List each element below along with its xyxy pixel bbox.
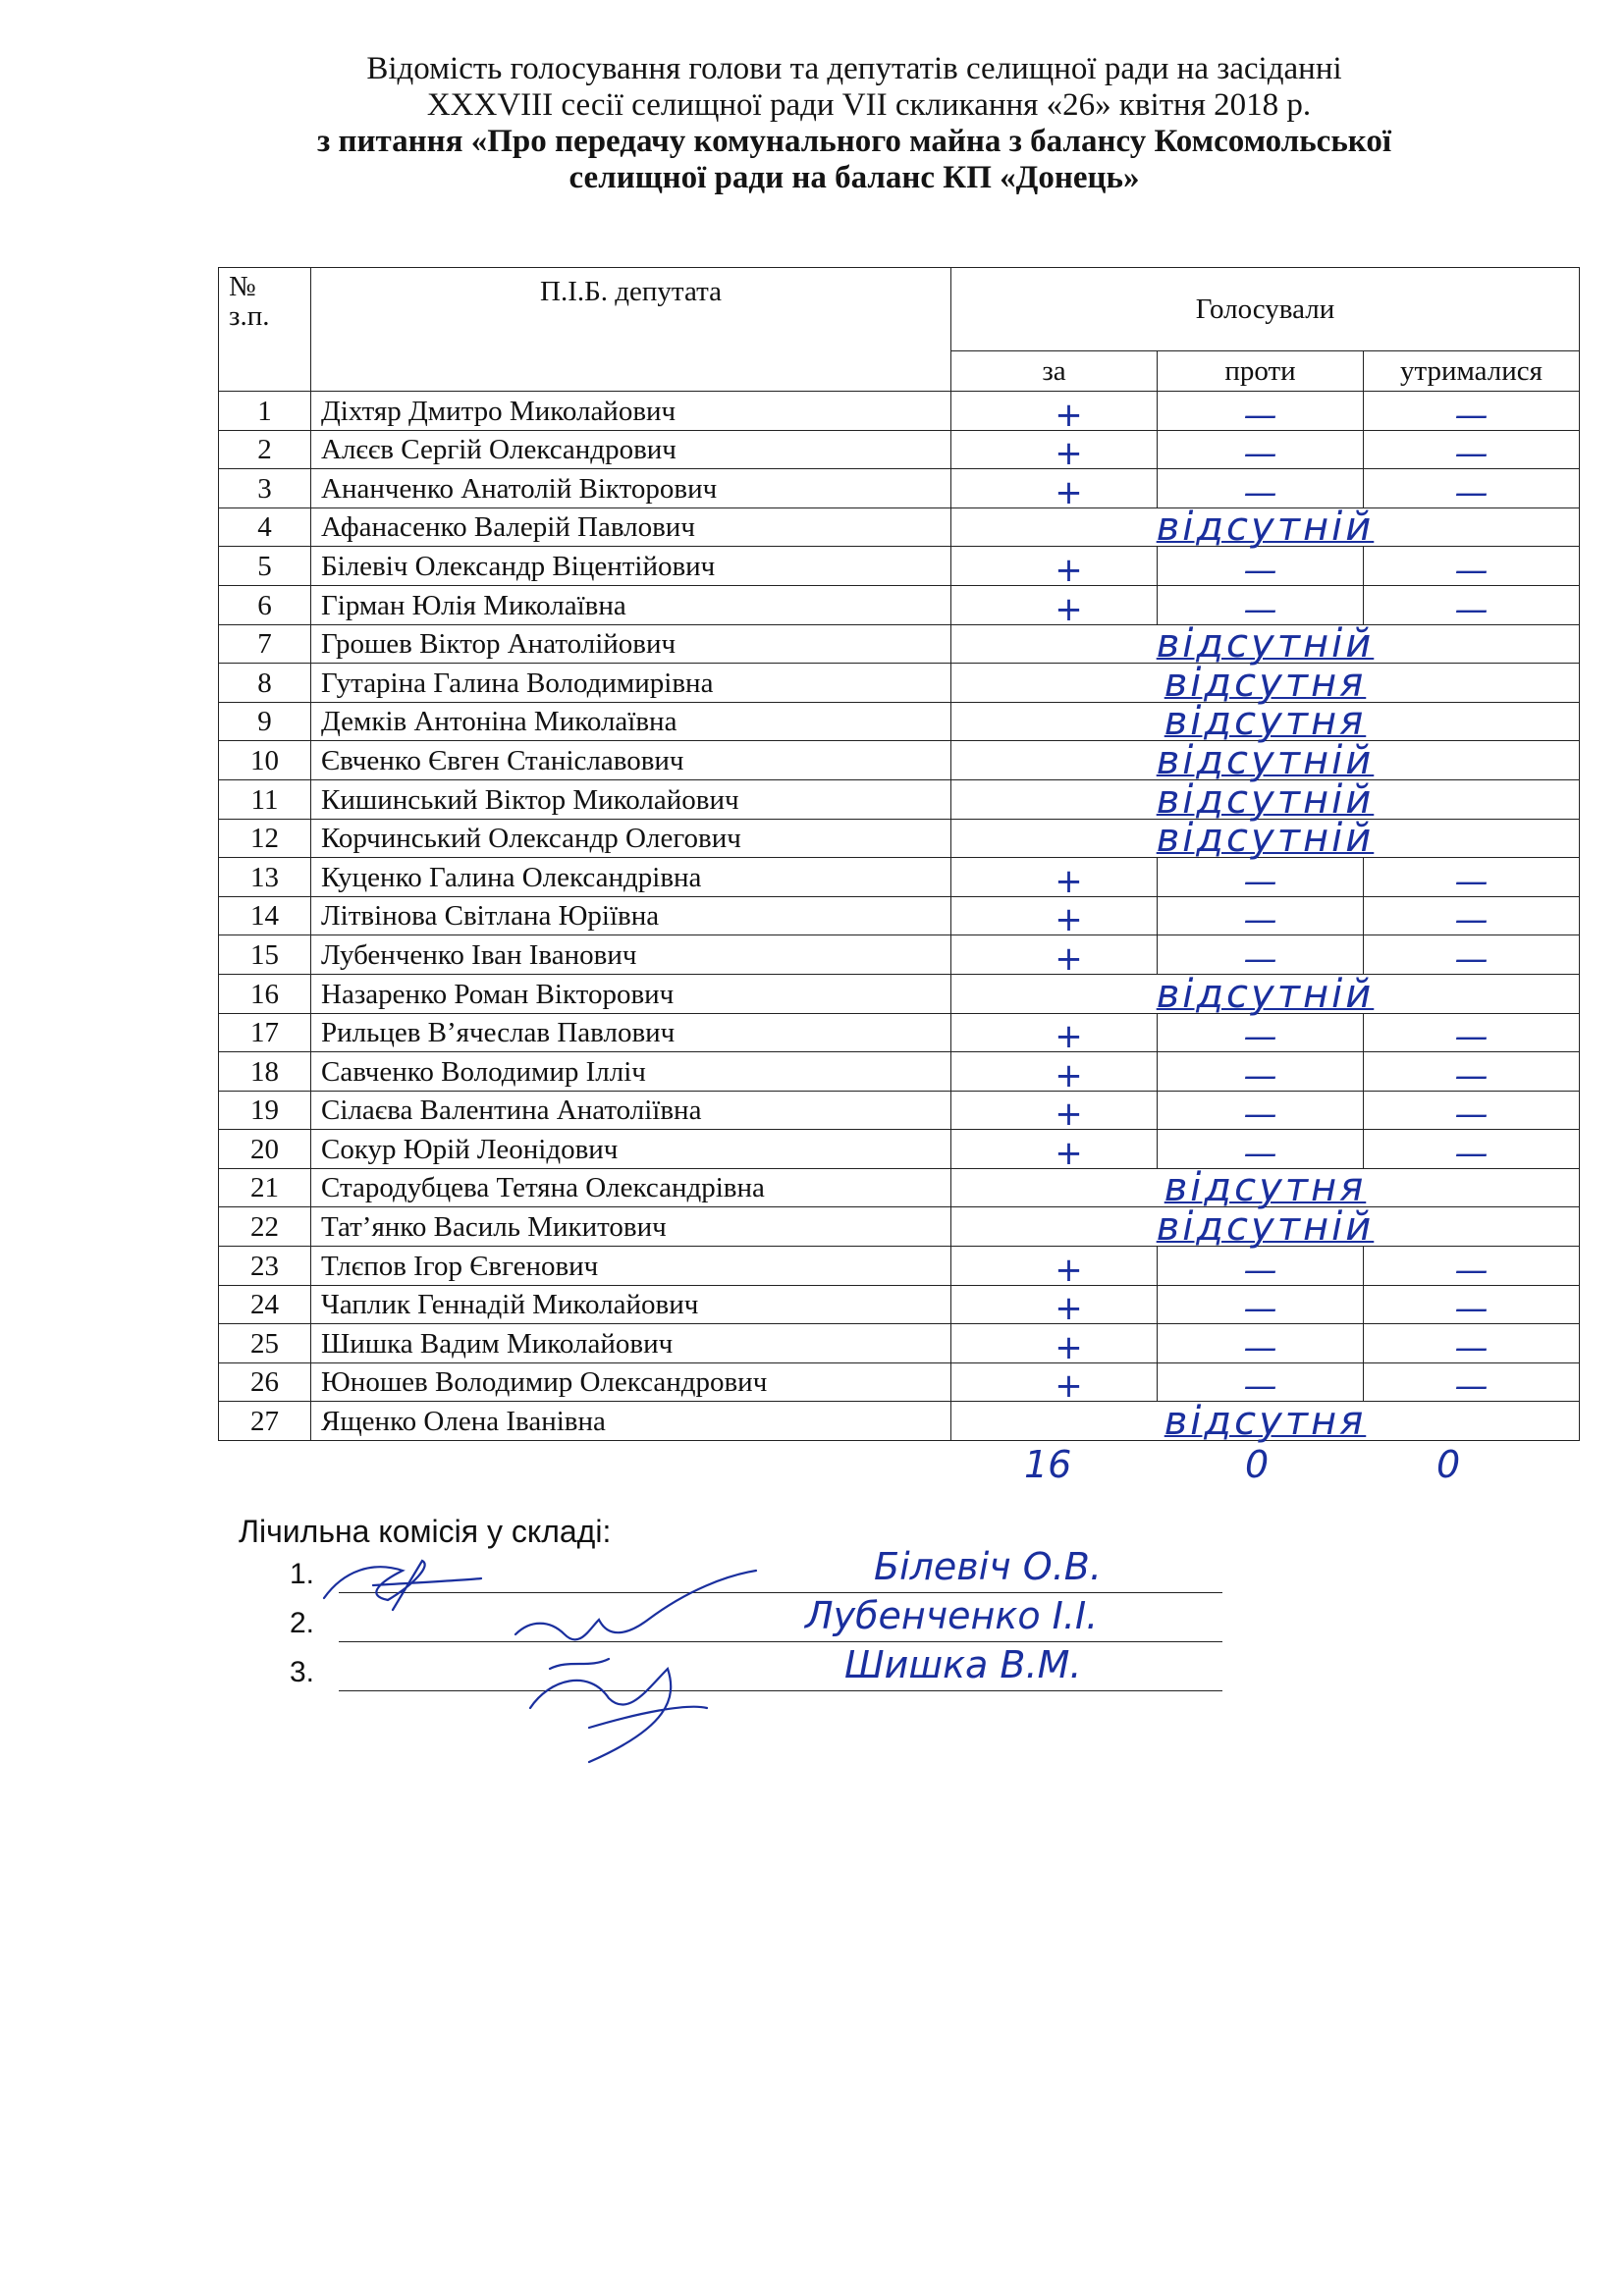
vote-against-mark: —: [1243, 472, 1277, 512]
row-number: 20: [219, 1130, 311, 1169]
absent-note: відсутній: [951, 624, 1580, 664]
vote-against-mark: —: [1243, 861, 1277, 901]
row-number: 12: [219, 819, 311, 858]
vote-for-mark-cell: [951, 469, 1158, 512]
vote-against-mark: —: [1243, 434, 1277, 474]
vote-abstain-mark-cell: [1364, 1091, 1580, 1135]
vote-against-mark: —: [1243, 550, 1277, 590]
vote-abstain-mark: —: [1454, 1289, 1489, 1329]
vote-against-mark-cell: [1158, 1052, 1364, 1095]
vote-for-mark: +: [1055, 1327, 1083, 1367]
voting-table: [218, 267, 1580, 1445]
absent-note: відсутня: [951, 1168, 1580, 1207]
vote-against-mark: —: [1243, 1289, 1277, 1329]
deputy-name: Літвінова Світлана Юріївна: [311, 896, 951, 935]
title-line-1: Відомість голосування голови та депутатів селищної ради на засіданні: [366, 51, 1342, 86]
vote-against-mark: —: [1243, 1366, 1277, 1407]
row-number: 27: [219, 1402, 311, 1441]
vote-against-mark: —: [1243, 1327, 1277, 1367]
table-row: [219, 702, 1580, 741]
vote-abstain-mark-cell: [1364, 1052, 1580, 1095]
table-row: [219, 1052, 1580, 1092]
row-number: 9: [219, 702, 311, 741]
header-for: за: [951, 351, 1158, 392]
vote-against-mark: —: [1243, 900, 1277, 940]
vote-against-mark: —: [1243, 1055, 1277, 1095]
member-3-line: [339, 1690, 1222, 1691]
table-row: [219, 1285, 1580, 1324]
deputy-name: Афанасенко Валерій Павлович: [311, 507, 951, 547]
vote-against-mark-cell: [1158, 430, 1364, 474]
table-row: [219, 507, 1580, 547]
table-row: [219, 1247, 1580, 1286]
vote-abstain-mark-cell: [1364, 1247, 1580, 1290]
absent-note: відсутній: [951, 819, 1580, 858]
absent-note: відсутній: [951, 974, 1580, 1013]
vote-for-mark-cell: [951, 935, 1158, 979]
vote-for-mark-cell: [951, 547, 1158, 590]
vote-against-mark: —: [1243, 395, 1277, 435]
vote-against-mark-cell: [1158, 1013, 1364, 1057]
table-row: [219, 624, 1580, 664]
deputy-name: Назаренко Роман Вікторович: [311, 974, 951, 1013]
vote-for-mark-cell: [951, 1324, 1158, 1367]
vote-against-mark-cell: [1158, 547, 1364, 590]
row-number: 4: [219, 507, 311, 547]
deputy-name: Тлєпов Ігор Євгенович: [311, 1247, 951, 1286]
vote-abstain-mark-cell: [1364, 1130, 1580, 1173]
row-number: 1: [219, 392, 311, 431]
vote-for-mark-cell: [951, 1247, 1158, 1290]
absent-note: відсутня: [951, 702, 1580, 741]
vote-abstain-mark-cell: [1364, 392, 1580, 435]
vote-for-mark-cell: [951, 1285, 1158, 1329]
signature-1: [324, 1561, 481, 1610]
row-number: 8: [219, 664, 311, 703]
title-line-2: XXXVIII сесії селищної ради VII скликання «26» квітня 2018 р.: [426, 87, 1312, 123]
row-number: 11: [219, 779, 311, 819]
vote-abstain-mark: —: [1454, 900, 1489, 940]
vote-for-mark-cell: [951, 1130, 1158, 1173]
table-row: [219, 974, 1580, 1013]
deputy-name: Чаплик Геннадій Миколайович: [311, 1285, 951, 1324]
vote-abstain-mark: —: [1454, 1095, 1489, 1135]
vote-abstain-mark-cell: [1364, 1013, 1580, 1057]
deputy-name: Євченко Євген Станіславович: [311, 741, 951, 780]
deputy-name: Гутаріна Галина Володимирівна: [311, 664, 951, 703]
vote-against-mark: —: [1243, 1017, 1277, 1057]
vote-for-mark: +: [1055, 1017, 1083, 1057]
table-row: [219, 1013, 1580, 1052]
vote-abstain-mark: —: [1454, 1366, 1489, 1407]
total-for: 16: [1024, 1443, 1072, 1486]
vote-abstain-mark: —: [1454, 1327, 1489, 1367]
vote-against-mark-cell: [1158, 1285, 1364, 1329]
signature-3: [530, 1669, 707, 1762]
vote-abstain-mark: —: [1454, 472, 1489, 512]
member-3-name: Шишка В.М.: [844, 1643, 1082, 1686]
vote-for-mark-cell: [951, 430, 1158, 474]
vote-against-mark-cell: [1158, 1362, 1364, 1407]
vote-abstain-mark: —: [1454, 861, 1489, 901]
vote-for-mark: +: [1055, 1366, 1083, 1407]
vote-against-mark-cell: [1158, 469, 1364, 512]
vote-abstain-mark-cell: [1364, 469, 1580, 512]
row-number: 22: [219, 1207, 311, 1247]
deputy-name: Ананченко Анатолій Вікторович: [311, 469, 951, 508]
deputy-name: Корчинський Олександр Олегович: [311, 819, 951, 858]
vote-abstain-mark-cell: [1364, 1362, 1580, 1407]
table-row: [219, 819, 1580, 858]
vote-for-mark: +: [1055, 938, 1083, 979]
vote-against-mark: —: [1243, 938, 1277, 979]
vote-abstain-mark-cell: [1364, 935, 1580, 979]
absent-note: відсутній: [951, 1207, 1580, 1247]
deputy-name: Куценко Галина Олександрівна: [311, 858, 951, 897]
member-2-number: 2.: [290, 1607, 315, 1639]
absent-note: відсутній: [951, 779, 1580, 819]
vote-against-mark: —: [1243, 589, 1277, 629]
table-row: [219, 547, 1580, 586]
vote-against-mark-cell: [1158, 392, 1364, 435]
vote-abstain-mark-cell: [1364, 547, 1580, 590]
deputy-name: Грошев Віктор Анатолійович: [311, 624, 951, 664]
table-row: [219, 1362, 1580, 1402]
vote-for-mark: +: [1055, 1250, 1083, 1290]
member-1-number: 1.: [290, 1558, 315, 1590]
header-number: [219, 268, 311, 392]
vote-abstain-mark-cell: [1364, 1324, 1580, 1367]
table-row: [219, 779, 1580, 819]
vote-against-mark-cell: [1158, 1247, 1364, 1290]
member-3-number: 3.: [290, 1656, 315, 1688]
vote-for-mark-cell: [951, 1013, 1158, 1057]
vote-abstain-mark-cell: [1364, 896, 1580, 940]
vote-against-mark-cell: [1158, 935, 1364, 979]
vote-abstain-mark: —: [1454, 395, 1489, 435]
vote-abstain-mark: —: [1454, 1055, 1489, 1095]
table-row: [219, 741, 1580, 780]
row-number: 21: [219, 1168, 311, 1207]
vote-against-mark-cell: [1158, 585, 1364, 629]
title-line-4: селищної ради на баланс КП «Донець»: [568, 160, 1140, 195]
table-row: [219, 1402, 1580, 1441]
header-number-sign: №: [229, 271, 256, 302]
row-number: 17: [219, 1013, 311, 1052]
table-row: [219, 585, 1580, 624]
vote-abstain-mark: —: [1454, 550, 1489, 590]
header-abstain: утрималися: [1364, 351, 1580, 392]
vote-for-mark-cell: [951, 392, 1158, 435]
vote-for-mark: +: [1055, 472, 1083, 512]
row-number: 2: [219, 430, 311, 469]
table-row: [219, 1091, 1580, 1130]
member-1-name: Білевіч О.В.: [874, 1545, 1102, 1588]
vote-for-mark: +: [1055, 395, 1083, 435]
vote-against-mark-cell: [1158, 896, 1364, 940]
vote-abstain-mark: —: [1454, 1017, 1489, 1057]
table-row: [219, 430, 1580, 469]
deputy-name: Сокур Юрій Леонідович: [311, 1130, 951, 1169]
vote-abstain-mark: —: [1454, 1133, 1489, 1173]
vote-abstain-mark-cell: [1364, 585, 1580, 629]
table-body: [219, 392, 1580, 1445]
vote-abstain-mark: —: [1454, 589, 1489, 629]
vote-for-mark: +: [1055, 434, 1083, 474]
row-number: 19: [219, 1091, 311, 1130]
total-abstain: 0: [1436, 1443, 1461, 1486]
row-number: 5: [219, 547, 311, 586]
deputy-name: Білевіч Олександр Віцентійович: [311, 547, 951, 586]
absent-note: відсутній: [951, 741, 1580, 780]
vote-for-mark: +: [1055, 1095, 1083, 1135]
row-number: 18: [219, 1052, 311, 1092]
vote-for-mark: +: [1055, 589, 1083, 629]
signature-2: [515, 1571, 756, 1669]
member-2-name: Лубенченко І.І.: [805, 1594, 1099, 1637]
absent-note: відсутня: [951, 664, 1580, 703]
table-row: [219, 1130, 1580, 1169]
vote-for-mark: +: [1055, 900, 1083, 940]
row-number: 15: [219, 935, 311, 975]
deputy-name: Юношев Володимир Олександрович: [311, 1362, 951, 1402]
deputy-name: Рильцев В’ячеслав Павлович: [311, 1013, 951, 1052]
row-number: 23: [219, 1247, 311, 1286]
vote-against-mark-cell: [1158, 1324, 1364, 1367]
deputy-name: Сілаєва Валентина Анатоліївна: [311, 1091, 951, 1130]
header-voted: Голосували: [951, 268, 1580, 351]
deputy-name: Гірман Юлія Миколаївна: [311, 585, 951, 624]
vote-abstain-mark-cell: [1364, 858, 1580, 901]
table-row: [219, 1207, 1580, 1247]
deputy-name: Савченко Володимир Ілліч: [311, 1052, 951, 1092]
vote-for-mark: +: [1055, 1289, 1083, 1329]
vote-for-mark-cell: [951, 896, 1158, 940]
vote-for-mark-cell: [951, 1362, 1158, 1407]
deputy-name: Стародубцева Тетяна Олександрівна: [311, 1168, 951, 1207]
deputy-name: Тат’янко Василь Микитович: [311, 1207, 951, 1247]
vote-abstain-mark-cell: [1364, 1285, 1580, 1329]
deputy-name: Лубенченко Іван Іванович: [311, 935, 951, 975]
vote-for-mark-cell: [951, 585, 1158, 629]
vote-abstain-mark: —: [1454, 434, 1489, 474]
vote-abstain-mark: —: [1454, 1250, 1489, 1290]
table-row: [219, 1168, 1580, 1207]
vote-for-mark-cell: [951, 1052, 1158, 1095]
deputy-name: Діхтяр Дмитро Миколайович: [311, 392, 951, 431]
deputy-name: Шишка Вадим Миколайович: [311, 1324, 951, 1363]
vote-against-mark-cell: [1158, 858, 1364, 901]
table-row: [219, 858, 1580, 897]
title-line-3: з питання «Про передачу комунального майна з балансу Комсомольської: [316, 124, 1392, 159]
row-number: 26: [219, 1362, 311, 1402]
row-number: 16: [219, 974, 311, 1013]
document-title: [196, 51, 1620, 196]
deputy-name: Кишинський Віктор Миколайович: [311, 779, 951, 819]
vote-for-mark: +: [1055, 1055, 1083, 1095]
absent-note: відсутня: [951, 1402, 1580, 1441]
table-row: [219, 392, 1580, 431]
row-number: 24: [219, 1285, 311, 1324]
table-row: [219, 896, 1580, 935]
row-number: 25: [219, 1324, 311, 1363]
vote-for-mark: +: [1055, 1133, 1083, 1173]
vote-against-mark: —: [1243, 1250, 1277, 1290]
vote-abstain-mark: —: [1454, 938, 1489, 979]
row-number: 7: [219, 624, 311, 664]
row-number: 13: [219, 858, 311, 897]
table-row: [219, 935, 1580, 975]
vote-against-mark: —: [1243, 1095, 1277, 1135]
vote-for-mark: +: [1055, 861, 1083, 901]
vote-abstain-mark-cell: [1364, 430, 1580, 474]
vote-against-mark-cell: [1158, 1091, 1364, 1135]
row-number: 6: [219, 585, 311, 624]
vote-against-mark: —: [1243, 1133, 1277, 1173]
table-row: [219, 469, 1580, 508]
deputy-name: Алєєв Сергій Олександрович: [311, 430, 951, 469]
member-1-line: [339, 1592, 1222, 1593]
header-against: проти: [1158, 351, 1364, 392]
absent-note: відсутній: [951, 507, 1580, 547]
table-row: [219, 1324, 1580, 1363]
header-deputy-name: П.І.Б. депутата: [311, 268, 951, 392]
member-2-line: [339, 1641, 1222, 1642]
deputy-name: Демків Антоніна Миколаївна: [311, 702, 951, 741]
table-row: [219, 664, 1580, 703]
total-against: 0: [1245, 1443, 1270, 1486]
vote-against-mark-cell: [1158, 1130, 1364, 1173]
row-number: 3: [219, 469, 311, 508]
row-number: 14: [219, 896, 311, 935]
commission-title: Лічильна комісія у складі:: [239, 1514, 612, 1549]
vote-for-mark-cell: [951, 858, 1158, 901]
deputy-name: Ященко Олена Іванівна: [311, 1402, 951, 1441]
row-number: 10: [219, 741, 311, 780]
header-number-abbrev: з.п.: [229, 300, 270, 332]
vote-for-mark-cell: [951, 1091, 1158, 1135]
vote-for-mark: +: [1055, 550, 1083, 590]
